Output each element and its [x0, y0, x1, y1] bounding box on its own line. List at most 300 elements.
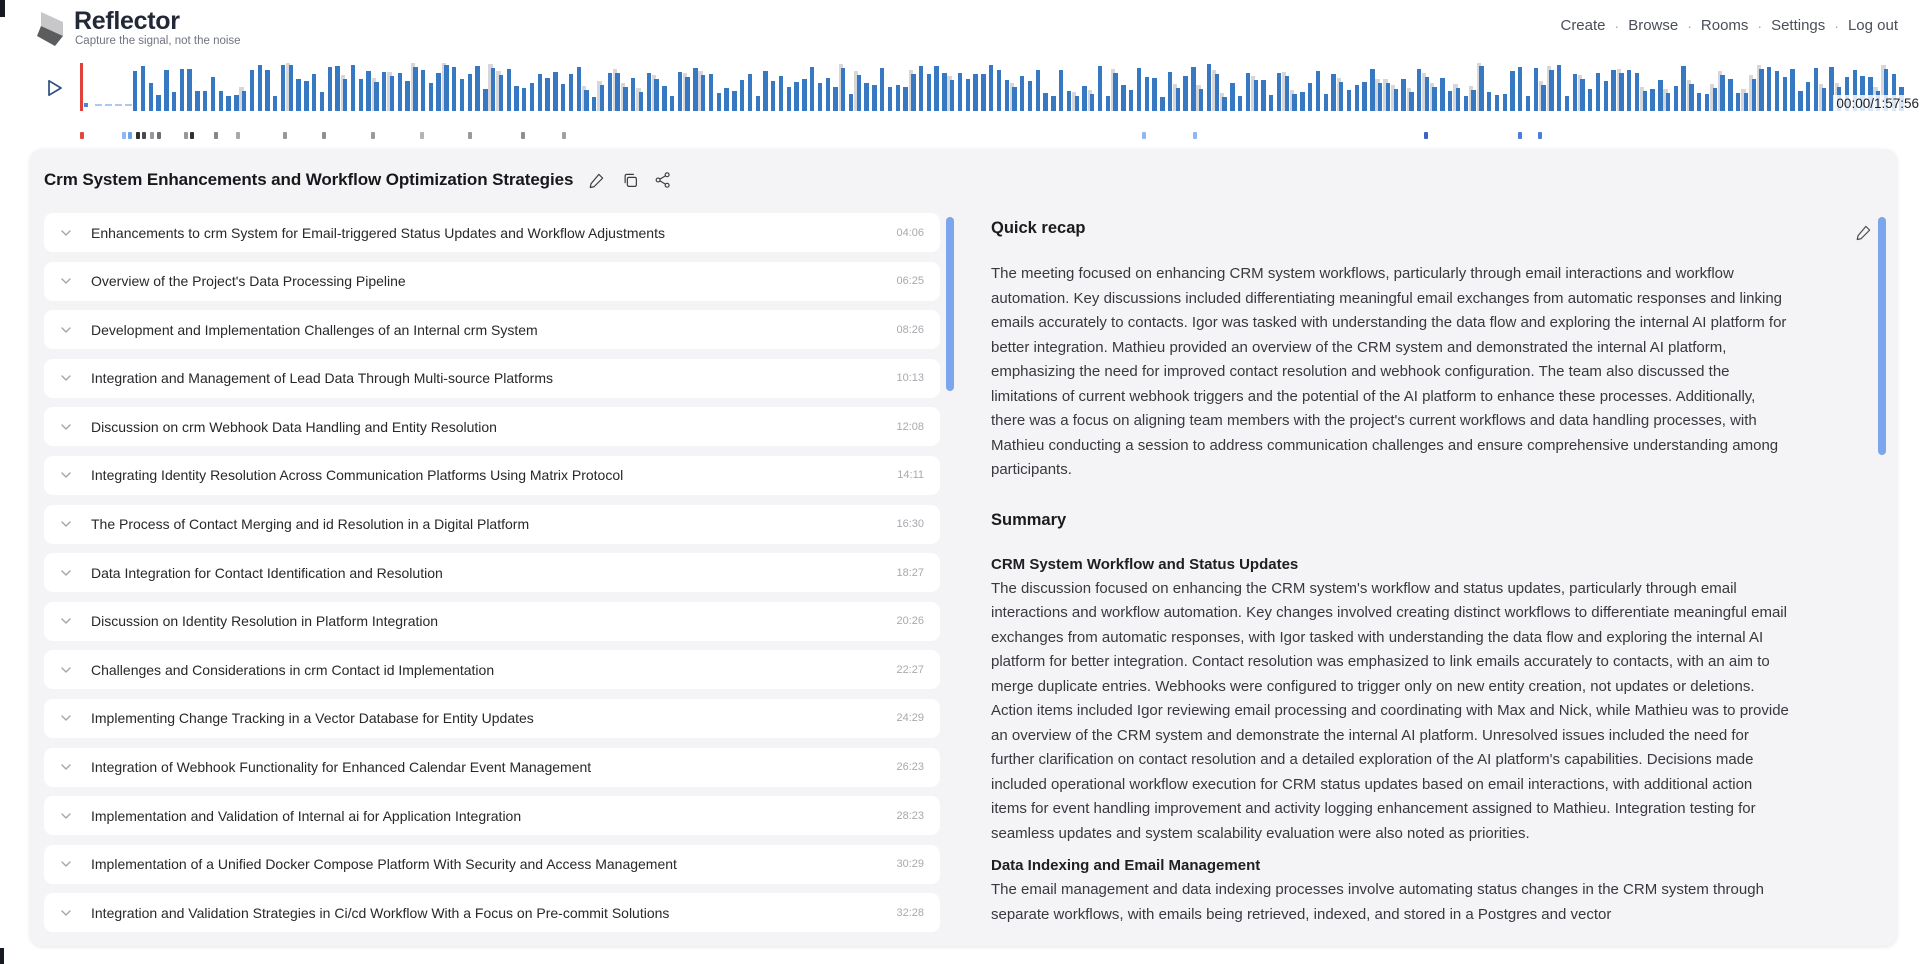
chevron-down-icon[interactable]	[58, 613, 74, 629]
waveform-bar	[826, 63, 830, 111]
topic-timestamp: 16:30	[896, 518, 924, 531]
topic-row[interactable]	[44, 310, 940, 349]
topic-row[interactable]	[44, 845, 940, 884]
topic-label: Development and Implementation Challenges of an Internal crm System	[91, 321, 538, 338]
recording-card	[30, 149, 1897, 946]
waveform-bar	[172, 63, 176, 111]
waveform-bar	[452, 63, 456, 111]
waveform-bar	[1339, 63, 1343, 111]
waveform-bar	[1736, 63, 1740, 111]
time-display: 00:00/1:57:56	[1833, 95, 1922, 112]
waveform-bar	[794, 63, 798, 111]
waveform-bar	[1790, 63, 1794, 111]
waveform-bar	[1215, 63, 1219, 111]
waveform-bar	[1775, 63, 1779, 111]
waveform-bar	[514, 63, 518, 111]
waveform-bar	[732, 63, 736, 111]
share-icon[interactable]	[654, 171, 672, 189]
summary-section-heading: CRM System Workflow and Status Updates	[991, 555, 1299, 573]
waveform-bar	[1495, 63, 1499, 111]
waveform-bar	[1783, 63, 1787, 111]
waveform-bar	[141, 63, 145, 111]
waveform-bar	[296, 63, 300, 111]
topics-scrollbar-thumb[interactable]	[946, 217, 954, 391]
timeline-marker[interactable]	[1518, 132, 1522, 139]
waveform-bar	[639, 63, 643, 111]
nav-item-create[interactable]: Create	[1560, 17, 1606, 34]
waveform-bar	[149, 63, 153, 111]
timeline-marker[interactable]	[157, 132, 161, 139]
timeline-marker[interactable]	[1538, 132, 1542, 139]
copy-icon[interactable]	[621, 171, 639, 189]
waveform-bar	[335, 63, 339, 111]
waveform-bar	[491, 63, 495, 111]
waveform-bar	[156, 63, 160, 111]
waveform-bar	[390, 63, 394, 111]
waveform-bar	[919, 63, 923, 111]
waveform-bar	[1145, 63, 1149, 111]
waveform-bar	[226, 63, 230, 111]
waveform-bar	[1557, 63, 1561, 111]
waveform-bar	[950, 63, 954, 111]
waveform-bar	[1238, 63, 1242, 111]
waveform-bar	[1082, 63, 1086, 111]
summary-sections	[991, 555, 1791, 928]
topic-timestamp: 20:26	[896, 615, 924, 628]
waveform-bar	[398, 63, 402, 111]
timeline-marker[interactable]	[1142, 132, 1146, 139]
topic-label: Enhancements to crm System for Email-triggered Status Updates and Workflow Adjustments	[91, 224, 665, 241]
waveform-bar	[1635, 63, 1639, 111]
topic-label: Discussion on Identity Resolution in Platform Integration	[91, 613, 439, 630]
screen-edge-artifact	[0, 0, 5, 17]
timeline-marker[interactable]	[150, 132, 154, 139]
waveform-bar	[1417, 63, 1421, 111]
waveform-bar	[763, 63, 767, 111]
timeline-markers	[0, 132, 1924, 140]
chevron-down-icon[interactable]	[58, 710, 74, 726]
waveform-bar	[1448, 63, 1452, 111]
topic-row[interactable]	[44, 602, 940, 641]
waveform-bar	[219, 63, 223, 111]
waveform-bar	[1674, 63, 1678, 111]
chevron-down-icon[interactable]	[58, 419, 74, 435]
timeline-marker[interactable]	[371, 132, 375, 139]
topic-timestamp: 06:25	[896, 275, 924, 288]
waveform-bar	[1191, 63, 1195, 111]
waveform-bar	[1230, 63, 1234, 111]
waveform-bar	[1012, 63, 1016, 111]
chevron-down-icon[interactable]	[58, 370, 74, 386]
waveform-bar	[647, 63, 651, 111]
waveform-bar	[1347, 63, 1351, 111]
timeline-marker[interactable]	[122, 132, 126, 139]
summary-panel	[991, 218, 1791, 946]
waveform-bar	[569, 63, 573, 111]
play-button[interactable]	[42, 76, 66, 100]
waveform-bar	[973, 63, 977, 111]
timeline-marker[interactable]	[128, 132, 132, 139]
waveform-bar	[1456, 63, 1460, 111]
waveform-bar	[1331, 63, 1335, 111]
waveform-bar	[1106, 63, 1110, 111]
timeline-marker[interactable]	[322, 132, 326, 139]
waveform-bar	[1705, 63, 1709, 111]
waveform-bar	[693, 63, 697, 111]
waveform-bar	[1697, 63, 1701, 111]
waveform-bar	[981, 63, 985, 111]
waveform-bar	[1246, 63, 1250, 111]
waveform-bar	[1425, 63, 1429, 111]
waveform-bar	[1471, 63, 1475, 111]
waveform-bar	[265, 63, 269, 111]
waveform-bar	[1611, 63, 1615, 111]
waveform-bar	[273, 63, 277, 111]
topic-timestamp: 32:28	[896, 906, 924, 919]
waveform-bar	[1137, 63, 1141, 111]
topic-row[interactable]	[44, 699, 940, 738]
waveform-bar	[538, 63, 542, 111]
waveform-bar	[1518, 63, 1522, 111]
waveform-bar	[600, 63, 604, 111]
waveform-bar	[810, 63, 814, 111]
quick-recap-heading: Quick recap	[991, 219, 1086, 237]
waveform-bar	[966, 63, 970, 111]
topic-timestamp: 18:27	[896, 566, 924, 579]
summary-section-heading: Data Indexing and Email Management	[991, 857, 1261, 874]
waveform-bar	[1292, 63, 1296, 111]
waveform-bar	[833, 63, 837, 111]
topic-label: Discussion on crm Webhook Data Handling and Entity Resolution	[91, 418, 497, 435]
playhead-cursor[interactable]	[80, 63, 83, 111]
waveform-bar	[942, 63, 946, 111]
waveform[interactable]	[133, 63, 1918, 111]
nav-item-settings[interactable]: Settings	[1771, 17, 1826, 34]
waveform-bar	[670, 63, 674, 111]
waveform-bar	[818, 63, 822, 111]
topic-label: Overview of the Project's Data Processing Pipeline	[91, 273, 406, 290]
app-title: Reflector	[74, 7, 180, 35]
waveform-bar	[1168, 63, 1172, 111]
nav-separator: ·	[1757, 17, 1763, 34]
waveform-bar	[1316, 63, 1320, 111]
topic-label: Data Integration for Contact Identification and Resolution	[91, 564, 443, 581]
topic-timestamp: 24:29	[896, 712, 924, 725]
nav-separator: ·	[1834, 17, 1839, 34]
waveform-bar	[1005, 63, 1009, 111]
chevron-down-icon[interactable]	[58, 662, 74, 678]
topic-row[interactable]	[44, 359, 940, 398]
waveform-bar	[328, 63, 332, 111]
waveform-bar	[1386, 63, 1390, 111]
topic-timestamp: 08:26	[896, 323, 924, 336]
chevron-down-icon[interactable]	[58, 273, 74, 289]
waveform-bar	[1394, 63, 1398, 111]
topic-timestamp: 10:13	[896, 372, 924, 385]
waveform-bar	[530, 63, 534, 111]
nav-item-log-out[interactable]: Log out	[1847, 17, 1898, 34]
waveform-bar	[1222, 63, 1226, 111]
waveform-bar	[880, 63, 884, 111]
topic-row[interactable]	[44, 893, 940, 932]
waveform-bar	[1036, 63, 1040, 111]
summary-edit-icon[interactable]	[1855, 223, 1873, 241]
waveform-bar	[685, 63, 689, 111]
waveform-start-dot	[84, 103, 88, 107]
recording-title-row	[44, 170, 672, 190]
waveform-bar	[1526, 63, 1530, 111]
topic-row[interactable]	[44, 456, 940, 495]
waveform-bar	[1129, 63, 1133, 111]
timeline-marker[interactable]	[420, 132, 424, 139]
topic-row[interactable]	[44, 213, 940, 252]
waveform-bar	[756, 63, 760, 111]
waveform-bar	[1075, 63, 1079, 111]
topic-row[interactable]	[44, 650, 940, 689]
timeline-marker[interactable]	[80, 132, 84, 139]
waveform-bar	[654, 63, 658, 111]
timeline-marker[interactable]	[283, 132, 287, 139]
timeline-marker[interactable]	[1193, 132, 1197, 139]
waveform-bar	[864, 63, 868, 111]
waveform-bar	[903, 63, 907, 111]
waveform-bar	[872, 63, 876, 111]
waveform-bar	[1479, 63, 1483, 111]
waveform-bar	[911, 63, 915, 111]
waveform-bar	[1090, 63, 1094, 111]
topic-row[interactable]	[44, 748, 940, 787]
waveform-bar	[584, 63, 588, 111]
chevron-down-icon[interactable]	[58, 322, 74, 338]
timeline-marker[interactable]	[468, 132, 472, 139]
summary-scrollbar-thumb[interactable]	[1878, 217, 1886, 455]
waveform-bar	[1503, 63, 1507, 111]
waveform-bar	[1510, 63, 1514, 111]
waveform-bar	[1285, 63, 1289, 111]
waveform-bar	[1573, 63, 1577, 111]
recording-title: Crm System Enhancements and Workflow Optimization Strategies	[44, 170, 574, 189]
waveform-bar	[662, 63, 666, 111]
timeline-marker[interactable]	[1424, 132, 1428, 139]
waveform-bar	[507, 63, 511, 111]
waveform-bar	[1059, 63, 1063, 111]
waveform-bar	[195, 63, 199, 111]
waveform-bar	[608, 63, 612, 111]
waveform-bar	[724, 63, 728, 111]
waveform-bar	[1098, 63, 1102, 111]
waveform-bar	[1650, 63, 1654, 111]
topic-row[interactable]	[44, 407, 940, 446]
waveform-bar	[1254, 63, 1258, 111]
topic-label: Implementation and Validation of Internal ai for Application Integration	[91, 807, 522, 824]
waveform-bar	[187, 63, 191, 111]
topic-label: Integration and Management of Lead Data Through Multi-source Platforms	[91, 370, 553, 387]
waveform-bar	[1643, 63, 1647, 111]
waveform-bar	[359, 63, 363, 111]
timeline-marker[interactable]	[214, 132, 218, 139]
waveform-bar	[841, 63, 845, 111]
app-tagline: Capture the signal, not the noise	[75, 35, 241, 47]
waveform-bar	[1269, 63, 1273, 111]
topic-label: Integration and Validation Strategies in Ci/cd Workflow With a Focus on Pre-commit Solutions	[91, 904, 670, 921]
topic-label: Integrating Identity Resolution Across Communication Platforms Using Matrix Protocol	[91, 467, 624, 484]
waveform-bar	[1720, 63, 1724, 111]
waveform-bar	[429, 63, 433, 111]
waveform-bar	[1580, 63, 1584, 111]
waveform-bar	[717, 63, 721, 111]
chevron-down-icon[interactable]	[58, 856, 74, 872]
chevron-down-icon[interactable]	[58, 516, 74, 532]
waveform-bar	[436, 63, 440, 111]
topic-timestamp: 30:29	[896, 858, 924, 871]
reflector-logo-icon	[34, 10, 68, 48]
waveform-bar	[1759, 63, 1763, 111]
waveform-bar	[740, 63, 744, 111]
topic-row[interactable]	[44, 505, 940, 544]
waveform-bar	[468, 63, 472, 111]
waveform-bar	[234, 63, 238, 111]
waveform-bar	[678, 63, 682, 111]
waveform-bar	[888, 63, 892, 111]
waveform-bar	[787, 63, 791, 111]
timeline-marker[interactable]	[521, 132, 525, 139]
waveform-bar	[1689, 63, 1693, 111]
waveform-bar	[475, 63, 479, 111]
waveform-bar	[896, 63, 900, 111]
chevron-down-icon[interactable]	[58, 467, 74, 483]
timeline-marker[interactable]	[142, 132, 146, 139]
waveform-bar	[258, 63, 262, 111]
waveform-bar	[133, 63, 137, 111]
waveform-bar	[1822, 63, 1826, 111]
waveform-bar	[1744, 63, 1748, 111]
timeline-marker[interactable]	[184, 132, 188, 139]
chevron-down-icon[interactable]	[58, 759, 74, 775]
waveform-bar	[1409, 63, 1413, 111]
waveform-bar	[989, 63, 993, 111]
topic-timestamp: 28:23	[896, 809, 924, 822]
waveform-bar	[1051, 63, 1055, 111]
topic-row[interactable]	[44, 262, 940, 301]
waveform-bar	[1362, 63, 1366, 111]
waveform-bar	[849, 63, 853, 111]
timeline-marker[interactable]	[190, 132, 194, 139]
nav-item-rooms[interactable]: Rooms	[1700, 17, 1749, 34]
waveform-bar	[320, 63, 324, 111]
waveform-bar	[1604, 63, 1608, 111]
chevron-down-icon[interactable]	[58, 808, 74, 824]
waveform-bar	[1176, 63, 1180, 111]
waveform-bar	[1487, 63, 1491, 111]
nav-item-browse[interactable]: Browse	[1628, 17, 1679, 34]
waveform-bar	[1806, 63, 1810, 111]
summary-heading: Summary	[991, 510, 1067, 529]
waveform-bar	[1152, 63, 1156, 111]
waveform-bar	[1814, 63, 1818, 111]
waveform-bar	[1549, 63, 1553, 111]
waveform-bar	[366, 63, 370, 111]
waveform-bar	[1541, 63, 1545, 111]
timeline-marker[interactable]	[136, 132, 140, 139]
topic-label: Implementation of a Unified Docker Compose Platform With Security and Access Management	[91, 856, 677, 873]
waveform-bar	[748, 63, 752, 111]
waveform-bar	[631, 63, 635, 111]
waveform-bar	[413, 63, 417, 111]
waveform-bar	[1324, 63, 1328, 111]
topic-row[interactable]	[44, 796, 940, 835]
chevron-down-icon[interactable]	[58, 225, 74, 241]
waveform-bar	[1183, 63, 1187, 111]
waveform-bar	[180, 63, 184, 111]
waveform-bar	[592, 63, 596, 111]
waveform-bar	[421, 63, 425, 111]
waveform-bar	[343, 63, 347, 111]
topics-list	[44, 213, 940, 940]
timeline-marker[interactable]	[236, 132, 240, 139]
timeline-marker[interactable]	[562, 132, 566, 139]
waveform-bar	[1658, 63, 1662, 111]
topic-label: The Process of Contact Merging and id Resolution in a Digital Platform	[91, 516, 530, 533]
waveform-bar	[483, 63, 487, 111]
topic-row[interactable]	[44, 553, 940, 592]
waveform-bar	[934, 63, 938, 111]
topic-timestamp: 14:11	[897, 469, 924, 482]
waveform-bar	[1121, 63, 1125, 111]
waveform-bar	[1619, 63, 1623, 111]
waveform-bar	[1378, 63, 1382, 111]
waveform-bar	[522, 63, 526, 111]
waveform-dash	[95, 104, 102, 106]
waveform-bar	[1020, 63, 1024, 111]
waveform-bar	[444, 63, 448, 111]
waveform-bar	[1432, 63, 1436, 111]
waveform-bar	[709, 63, 713, 111]
waveform-bar	[1666, 63, 1670, 111]
topic-timestamp: 12:08	[896, 420, 924, 433]
chevron-down-icon[interactable]	[58, 565, 74, 581]
chevron-down-icon[interactable]	[58, 905, 74, 921]
waveform-bar	[1113, 63, 1117, 111]
waveform-bar	[561, 63, 565, 111]
waveform-bar	[1798, 63, 1802, 111]
edit-icon[interactable]	[588, 171, 606, 189]
waveform-bar	[1028, 63, 1032, 111]
waveform-bar	[1627, 63, 1631, 111]
waveform-bar	[304, 63, 308, 111]
waveform-bar	[1681, 63, 1685, 111]
topic-label: Challenges and Considerations in crm Contact id Implementation	[91, 661, 495, 678]
waveform-bar	[1300, 63, 1304, 111]
app-header	[0, 0, 1924, 56]
waveform-bar	[779, 63, 783, 111]
waveform-bar	[615, 63, 619, 111]
waveform-bar	[460, 63, 464, 111]
waveform-bar	[250, 63, 254, 111]
waveform-bar	[1464, 63, 1468, 111]
nav-separator: ·	[1614, 17, 1620, 34]
waveform-bar	[997, 63, 1001, 111]
waveform-bar	[405, 63, 409, 111]
waveform-bar	[623, 63, 627, 111]
waveform-bar	[1261, 63, 1265, 111]
summary-section-body: The discussion focused on enhancing the CRM system's workflow and status updates, particularly through email interactions and workflow automation. Key changes involved creating distinct workflows to differentiate meaningful email exchanges from automatic responses, with Igor tasked with understanding the data flow and exploring the internal AI platform for better integration. Contact resolution was emphasized to link emails accurately to contacts, with an aim to merge duplicate entries. Webhooks were configured to trigger only on new entity creation, not updates or deletions. Action items included Igor reviewing email processing and coordinating with Max and Nick, while Mathieu was to provide an overview of the CRM system and demonstrate the internal AI platform. Unresolved issues included the need for further clarification on contact resolution and a detailed exploration of the AI platform's capabilities. Decisions made included operational workflow execution for CRM status updates based on email interactions, with additional action items for event handling improvement and activity logging enhancement assigned to Mathieu. Integration testing for seamless updates and system scalability evaluation were also noted as priorities.	[991, 579, 1789, 842]
waveform-bar	[1370, 63, 1374, 111]
waveform-bar	[701, 63, 705, 111]
waveform-bar	[242, 63, 246, 111]
quick-recap-text: The meeting focused on enhancing CRM system workflows, particularly through email interactions and workflow automation. Key discussions included differentiating meaningful email exchanges from automatic responses and linking emails accurately to contacts. Igor was tasked with understanding the data flow and exploring the internal AI platform for better integration. Mathieu provided an overview of the CRM system and demonstrated the internal AI platform, emphasizing the need for improved contact resolution and webhook configuration. The team also discussed the limitations of current webhook triggers and the potential of the AI platform to enhance these processes. Additionally, there was a focus on aligning team members with the project's current workflows and data handling processes, with Mathieu conducting a session to address communication challenges and ensure comprehensive understanding among participants.	[991, 265, 1787, 478]
waveform-bar	[1565, 63, 1569, 111]
waveform-bar	[1728, 63, 1732, 111]
